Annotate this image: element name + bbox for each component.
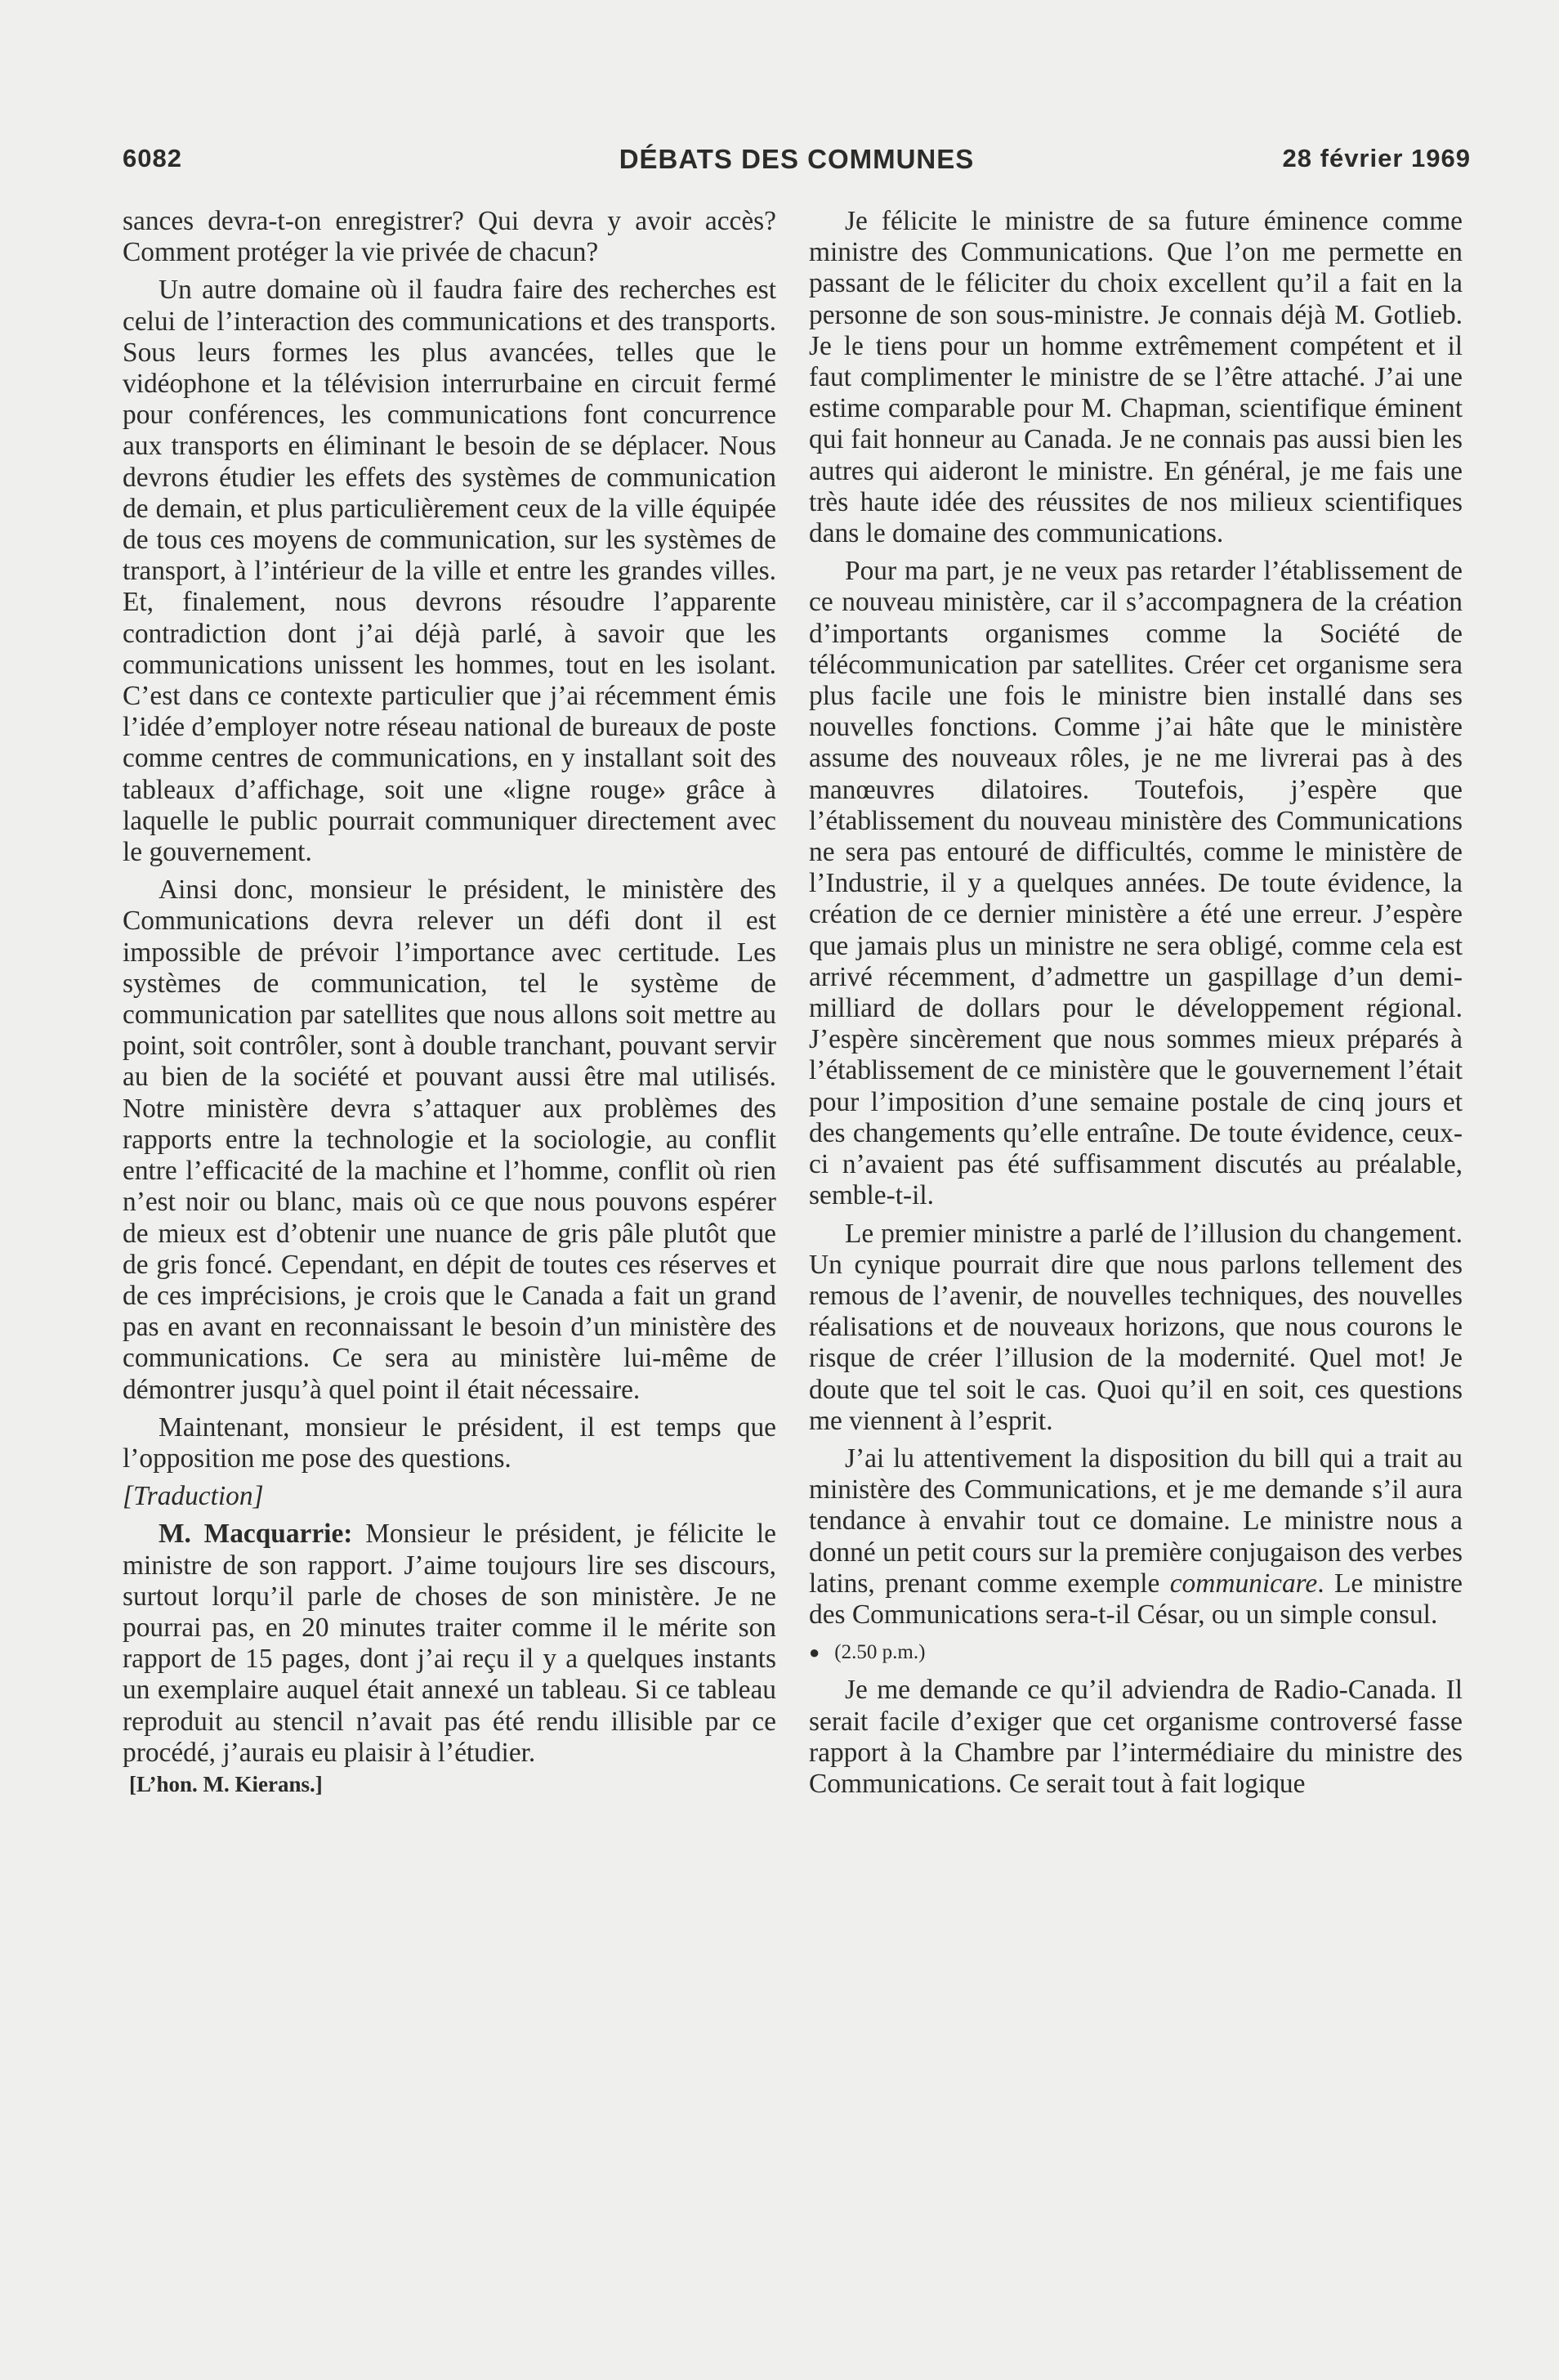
paragraph: Le premier ministre a parlé de l’illusion du changement. Un cynique pourrait dire que nous parlons tellement des remous de l’avenir, de nouvelles techniques, des nouvelles réalisations et de nouveaux horizons, que nous courons le risque de créer l’illusion de la modernité. Quel mot! Je doute que tel soit le cas. Quoi qu’il en soit, ces questions me viennent à l’esprit. xyxy=(809,1218,1463,1436)
time-marker-line xyxy=(809,1637,1463,1668)
publication-date: 28 février 1969 xyxy=(1282,144,1471,172)
paragraph: Ainsi donc, monsieur le président, le ministère des Communications devra relever un défi dont il est impossible de prévoir l’importance avec certitude. Les systèmes de communication, tel le système de communication par satellites que nous allons soit mettre au point, soit contrôler, sont à double tranchant, pouvant servir au bien de la société et pouvant aussi être mal utilisés. Notre ministère devra s’attaquer aux problèmes des rapports entre la technologie et la sociologie, au conflit entre l’efficacité de la machine et l’homme, conflit où rien n’est noir ou blanc, mais où ce que nous pouvons espérer de mieux est d’obtenir une nuance de gris pâle plutôt que de gris foncé. Cependant, en dépit de toutes ces réserves et de ces imprécisions, je crois que le Canada a fait un grand pas en avant en reconnaissant le besoin d’un ministère des communications. Ce sera au ministère lui-même de démontrer jusqu’à quel point il était nécessaire. xyxy=(123,875,776,1405)
paragraph: Maintenant, monsieur le président, il est temps que l’opposition me pose des questions. xyxy=(123,1411,776,1474)
footer-attribution: [L’hon. M. Kierans.] xyxy=(129,1771,323,1796)
speech-paragraph xyxy=(123,1519,776,1769)
paragraph xyxy=(809,1443,1463,1631)
right-column xyxy=(809,206,1463,1800)
speaker-name: M. Macquarrie: xyxy=(159,1519,353,1550)
translation-marker: [Traduction] xyxy=(123,1481,264,1512)
bullet-icon: ● xyxy=(809,1642,820,1663)
page-number: 6082 xyxy=(123,144,182,172)
paragraph: Un autre domaine où il faudra faire des recherches est celui de l’interaction des communications et des transports. Sous leurs formes les plus avancées, telles que le vidéophone et la télévision interrurbaine en circuit fermé pour conférences, les communications font concurrence aux transports en éliminant le besoin de se déplacer. Nous devrons étudier les effets des systèmes de communication de demain, et plus particulièrement ceux de la ville équipée de tous ces moyens de communication, sur les systèmes de transport, à l’intérieur de la ville et entre les grandes villes. Et, finalement, nous devrons résoudre l’apparente contradiction dont j’ai déjà parlé, à savoir que les communications unissent les hommes, tout en les isolant. C’est dans ce contexte particulier que j’ai récemment émis l’idée d’employer notre réseau national de bureaux de poste comme centres de communications, en y installant soit des tableaux d’affichage, soit une «ligne rouge» grâce à laquelle le public pourrait communiquer directement avec le gouvernement. xyxy=(123,275,776,868)
paragraph-text: J’ai lu attentivement la disposition du bill qui a trait au ministère des Communications, et je me demande s’il aura tendance à envahir tout ce domaine. Le ministre nous a donné un petit cours sur la première conjugaison des verbes latins, prenant comme exemple xyxy=(809,1443,1463,1599)
paragraph: Pour ma part, je ne veux pas retarder l’établissement de ce nouveau ministère, car il s’accompagnera de la création d’importants organismes comme la Société de télécommunication par satellites. Créer cet organisme sera plus facile une fois le ministre bien installé dans ses nouvelles fonctions. Comme j’ai hâte que le ministère assume des nouveaux rôles, je ne me livrerai pas à des manœuvres dilatoires. Toutefois, j’espère que l’établissement du nouveau ministère des Communications ne sera pas entouré de difficultés, comme le ministère de l’Industrie, il y a quelques années. De toute évidence, la création de ce dernier ministère a été une erreur. J’espère que jamais plus un ministre ne sera obligé, comme cela est arrivé récemment, d’admettre un gaspillage d’un demi-milliard de dollars pour le développement régional. J’espère sincèrement que nous sommes mieux préparés à l’établissement de ce ministère que le gouvernement l’était pour l’imposition d’une semaine postale de cinq jours et des changements qu’elle entraîne. De toute évidence, ceux-ci n’avaient pas été suffisamment discutés au préalable, semble-t-il. xyxy=(809,556,1463,1211)
time-marker: (2.50 p.m.) xyxy=(834,1641,926,1664)
speech-text: Monsieur le président, je félicite le ministre de son rapport. J’aime toujours lire ses discours, surtout lorqu’il parle de choses de son ministère. Je ne pourrai pas, en 20 minutes traiter comme il le mérite son rapport de 15 pages, dont j’ai reçu il y a quelques instants un exemplaire auquel était annexé un tableau. Si ce tableau reproduit au stencil n’avait pas été rendu illisible par ce procédé, j’aurais eu plaisir à l’étudier. xyxy=(123,1519,776,1768)
paragraph: sances devra-t-on enregistrer? Qui devra y avoir accès? Comment protéger la vie privée de chacun? xyxy=(123,206,776,268)
latin-term: communicare xyxy=(1169,1568,1318,1599)
paragraph-text: . Le ministre des Communications sera-t-il César, ou un simple consul. xyxy=(809,1568,1463,1630)
page-header xyxy=(123,144,1471,183)
left-column xyxy=(123,206,776,1800)
paragraph: Je me demande ce qu’il adviendra de Radio-Canada. Il serait facile d’exiger que cet organisme controversé fasse rapport à la Chambre par l’intermédiaire du ministre des Communications. Ce serait tout à fait logique xyxy=(809,1675,1463,1799)
publication-title: DÉBATS DES COMMUNES xyxy=(619,144,975,174)
paragraph: Je félicite le ministre de sa future éminence comme ministre des Communications. Que l’on me permette en passant de le féliciter du choix excellent qu’il a fait en la personne de son sous-ministre. Je connais déjà M. Gotlieb. Je le tiens pour un homme extrêmement compétent et il faut complimenter le ministre de se l’être attaché. J’ai une estime comparable pour M. Chapman, scientifique éminent qui fait honneur au Canada. Je ne connais pas aussi bien les autres qui aideront le ministre. En général, je me fais une très haute idée des réussites de nos milieux scientifiques dans le domaine des communications. xyxy=(809,206,1463,549)
